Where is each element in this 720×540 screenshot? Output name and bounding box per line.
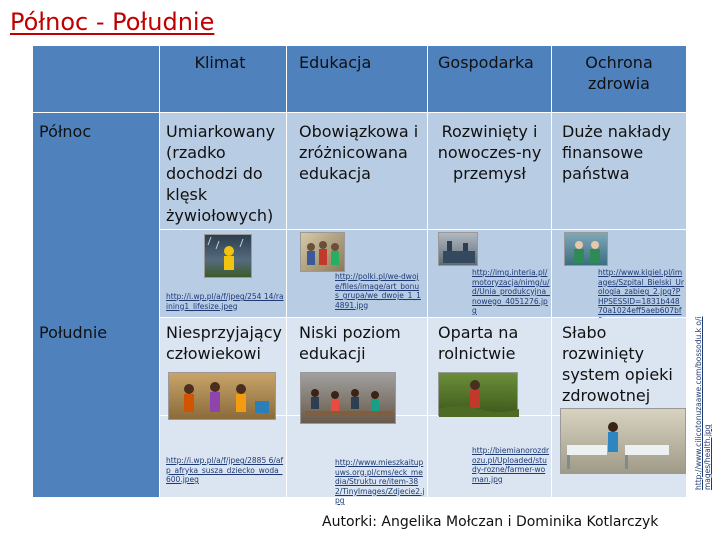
caption-polnoc-ochrona[interactable]: http://www.kigiel.pl/images/Szpital_Bielski_Urologia_zabieg_2.jpg?PHPSESSID=1831b448 70a1024eff5aeb607bf <box>598 268 684 315</box>
header-corner <box>33 46 160 113</box>
cell-poludnie-ochrona <box>552 318 687 416</box>
cell-poludnie-edukacja-image <box>287 416 428 505</box>
farmer-icon <box>439 373 519 417</box>
cell-poludnie-klimat-text: Niesprzyjający człowiekowi <box>166 323 282 363</box>
header-klimat-label: Klimat <box>194 53 246 72</box>
cell-polnoc-edukacja <box>287 113 428 230</box>
row-label-poludnie-text: Południe <box>39 323 108 342</box>
cell-polnoc-gospodarka <box>428 113 552 230</box>
hospital-beds-icon <box>561 409 687 475</box>
classroom-icon <box>301 373 397 425</box>
caption-poludnie-klimat[interactable]: http://i.wp.pl/a/f/jpeg/2885 6/afp_afryka_susza_dziecko_woda_600.jpeg <box>166 456 284 484</box>
farmer-photo <box>438 372 518 416</box>
people-group-icon <box>301 233 346 273</box>
header-gospodarka <box>428 46 552 113</box>
cell-polnoc-edukacja-text: Obowiązkowa i zróżnicowana edukacja <box>299 122 419 183</box>
cell-polnoc-gospodarka-text: Rozwinięty i nowoczes-ny przemysł <box>437 122 542 183</box>
cell-polnoc-klimat <box>160 113 287 230</box>
medical-team-icon <box>565 233 609 267</box>
cell-polnoc-ochrona-text: Duże nakłady finansowe państwa <box>562 122 671 183</box>
caption-polnoc-klimat[interactable]: http://i.wp.pl/a/f/jpeg/254 14/raining1_lifesize.jpeg <box>166 292 284 311</box>
clinic-photo <box>560 408 686 474</box>
factory-icon <box>439 233 479 267</box>
rain-photo <box>204 234 252 278</box>
caption-poludnie-gospodarka[interactable]: http://biemianorozdrozu.pl/Uploaded/study-rozne/farmer-woman.jpg <box>472 446 550 484</box>
cell-poludnie-ochrona-text: Słabo rozwinięty system opieki zdrowotnej <box>562 323 673 405</box>
header-klimat <box>160 46 287 113</box>
cell-polnoc-ochrona <box>552 113 687 230</box>
side-image-link[interactable]: http://www.cilicotonuzaawe.com/bossodu.k o/images/health.jpg <box>694 316 712 490</box>
authors-credit: Autorki: Angelika Mołczan i Dominika Kotlarczyk <box>322 514 659 530</box>
page-title: Północ - Południe <box>10 8 215 36</box>
header-edukacja <box>287 46 428 113</box>
children-water-icon <box>169 373 277 421</box>
caption-polnoc-gospodarka[interactable]: http://img.interia.pl/motoryzacja/nimg/u/d/Unia_produkcyjna_nowego_4051276.jpg <box>472 268 550 315</box>
classroom-photo <box>300 372 396 424</box>
header-gospodarka-label: Gospodarka <box>438 53 534 72</box>
cell-poludnie-edukacja-text: Niski poziom edukacji <box>299 323 401 363</box>
header-ochrona <box>552 46 687 113</box>
hospital-photo <box>564 232 608 266</box>
cell-polnoc-klimat-text: Umiarkowany (rzadko dochodzi do klęsk żywiołowych) <box>166 122 276 225</box>
caption-poludnie-edukacja[interactable]: http://www.mieszkaitupuws.org.pl/cms/eck_media/Struktu re/item-382/TinyImages/Zdjecie2.jpg <box>335 458 425 505</box>
row-label-polnoc-text: Północ <box>39 122 92 141</box>
cell-poludnie-klimat-image <box>160 416 287 498</box>
header-edukacja-label: Edukacja <box>299 53 372 72</box>
caption-polnoc-edukacja[interactable]: http://polki.pl/we-dwoje/files/image/art_bonus_grupa/we_dwoje_1_14891.jpg <box>335 272 421 310</box>
rain-person-icon <box>205 235 253 279</box>
drought-photo <box>168 372 276 420</box>
students-photo <box>300 232 345 272</box>
cell-polnoc-klimat-image <box>160 230 287 318</box>
factory-photo <box>438 232 478 266</box>
cell-poludnie-gospodarka-text: Oparta na rolnictwie <box>438 323 519 363</box>
row-label-poludnie <box>33 318 160 498</box>
header-ochrona-label: Ochrona zdrowia <box>585 53 653 93</box>
cell-poludnie-gospodarka-image <box>428 416 552 498</box>
